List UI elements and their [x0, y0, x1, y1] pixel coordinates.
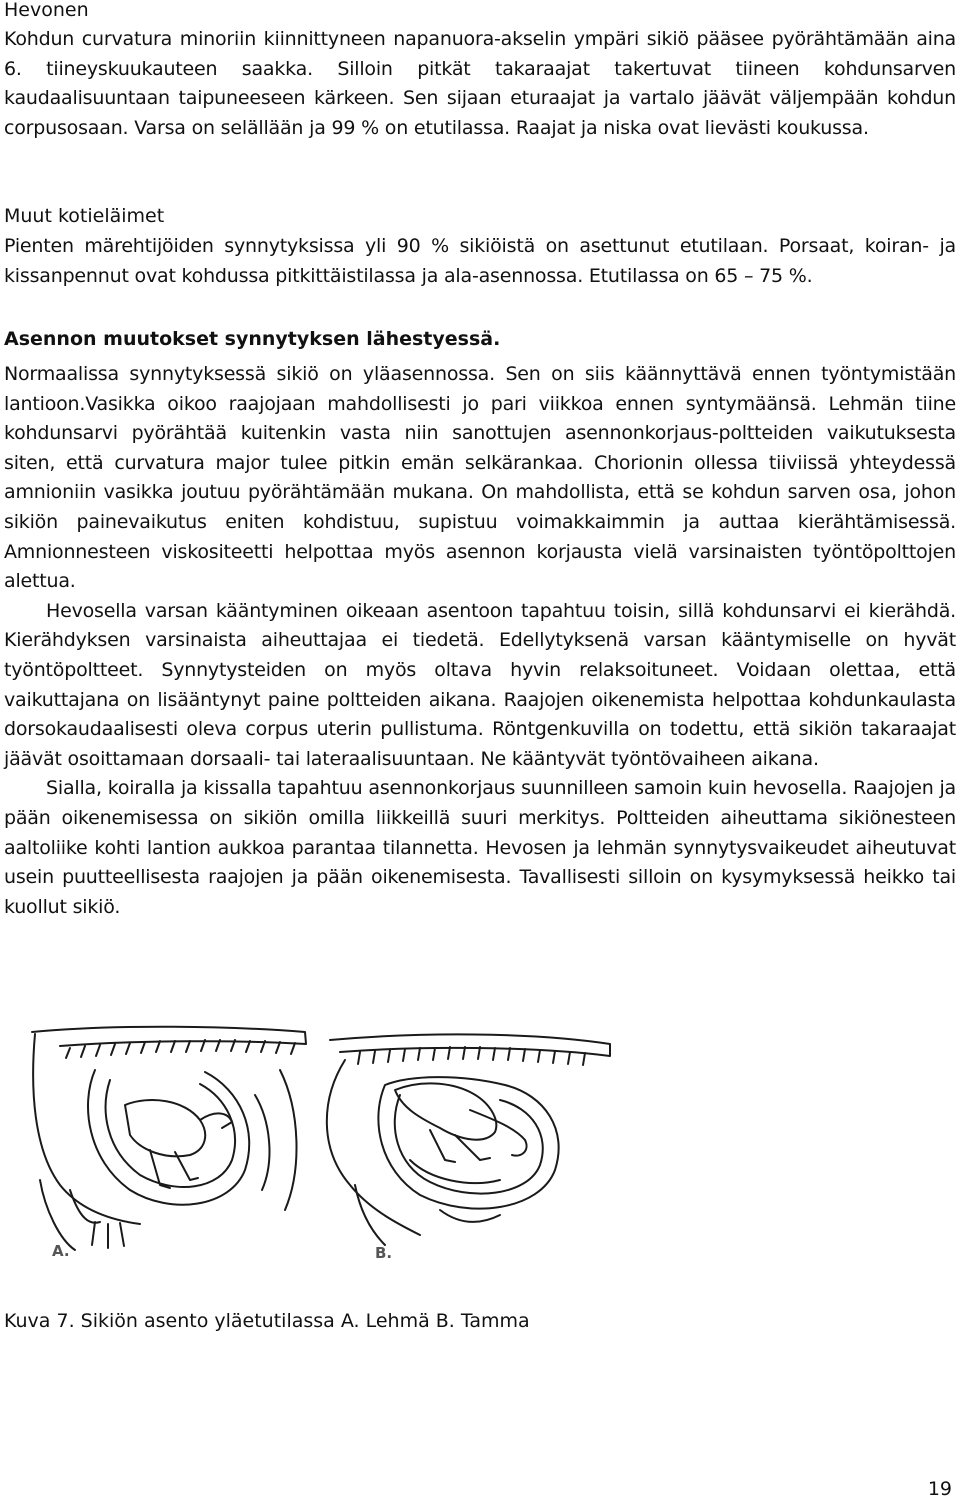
- paragraph-text: Pienten märehtijöiden synnytyksissa yli 90 % sikiöistä on asettunut etutilaan. Porsaat, koiran- ja kissanpennut ovat kohdussa pitkittäistilassa ja ala-asennossa. Etutilassa on 65 – 75 %.: [4, 235, 956, 287]
- paragraph-hevonen: [4, 25, 956, 143]
- paragraph-2: Hevosella varsan kääntyminen oikeaan asentoon tapahtuu toisin, sillä kohdunsarvi ei kierähdä. Kierähdyksen varsinaista aiheuttajaa ei tiedetä. Edellytyksenä varsan kääntymiselle on hyvät työntöpoltteet. Synnytysteiden on myös oltava hyvin relaksoituneet. Voidaan olettaa, että vaikuttajana on lisääntynyt paine poltteiden aikana. Raajojen oikenemista helpottaa kohdunkaulasta dorsokaudaalisesti oleva corpus uterin pullistuma. Röntgenkuvilla on todettu, että sikiön takaraajat jäävät osoittamaan dorsaali- tai lateraalisuuntaan. Ne kääntyvät työntövaiheen aikana.: [4, 599, 956, 770]
- section-heading-asennon-muutokset: Asennon muutokset synnytyksen lähestyessä.: [4, 328, 501, 350]
- drawing-cow: [32, 1027, 306, 1250]
- drawing-mare: [327, 1034, 610, 1245]
- label-b: B.: [375, 1244, 393, 1262]
- paragraph-muut-kotielaimet: [4, 232, 956, 291]
- figure-illustration: [0, 1010, 960, 1275]
- paragraph-text: Kohdun curvatura minoriin kiinnittyneen napanuora-akselin ympäri sikiö pääsee pyörähtämään aina 6. tiineyskuukauteen saakka. Silloin pitkät takaraajat takertuvat tiineen kohdunsarven kaudaalisuuntaan taipuneeseen kärkeen. Sen sijaan eturaajat ja vartalo jäävät väljempään kohdun corpusosaan. Varsa on selällään ja 99 % on etutilassa. Raajat ja niska ovat lievästi koukussa.: [4, 28, 956, 139]
- paragraph-3: Sialla, koiralla ja kissalla tapahtuu asennonkorjaus suunnilleen samoin kuin hevosella. Raajojen ja pään oikenemisessa on sikiön omilla liikkeillä suuri merkitys. Poltteiden aiheuttama sikiönesteen aaltoliike kohti lantion aukkoa parantaa tilannetta. Hevosen ja lehmän synnytysvaikeudet aiheutuvat usein puutteellisesta raajojen ja pään oikenemisesta. Tavallisesti silloin on kysymyksessä heikko tai kuollut sikiö.: [4, 777, 956, 918]
- paragraph-1: Normaalissa synnytyksessä sikiö on yläasennossa. Sen on siis käännyttävä ennen työntymistään lantioon.Vasikka oikoo raajojaan mahdollisesti jo pari viikkoa ennen syntymäänsä. Lehmän tiine kohdunsarvi pyörähtää kuitenkin vasta niin sanottujen asennonkorjaus-poltteiden vaikutuksesta siten, että curvatura major tulee pitkin emän selkärankaa. Chorionin ollessa tiiviissä yhteydessä amnioniin vasikka joutuu pyörähtämään mukana. On mahdollista, että se kohdun sarven osa, johon sikiön painevaikutus eniten kohdistuu, supistuu voimakkaimmin ja auttaa kierähtämisessä. Amnionnesteen viskositeetti helpottaa myös asennon korjausta vielä varsinaisten työntöpolttojen alettua.: [4, 363, 956, 593]
- label-a: A.: [52, 1242, 70, 1260]
- section-heading-hevonen: Hevonen: [4, 0, 89, 21]
- figure-fetus-position: [0, 1010, 960, 1275]
- body-asennon-muutokset: [4, 360, 956, 922]
- page-number: 19: [927, 1478, 952, 1500]
- figure-caption: Kuva 7. Sikiön asento yläetutilassa A. Lehmä B. Tamma: [4, 1310, 530, 1332]
- section-heading-muut-kotielaimet: Muut kotieläimet: [4, 205, 165, 227]
